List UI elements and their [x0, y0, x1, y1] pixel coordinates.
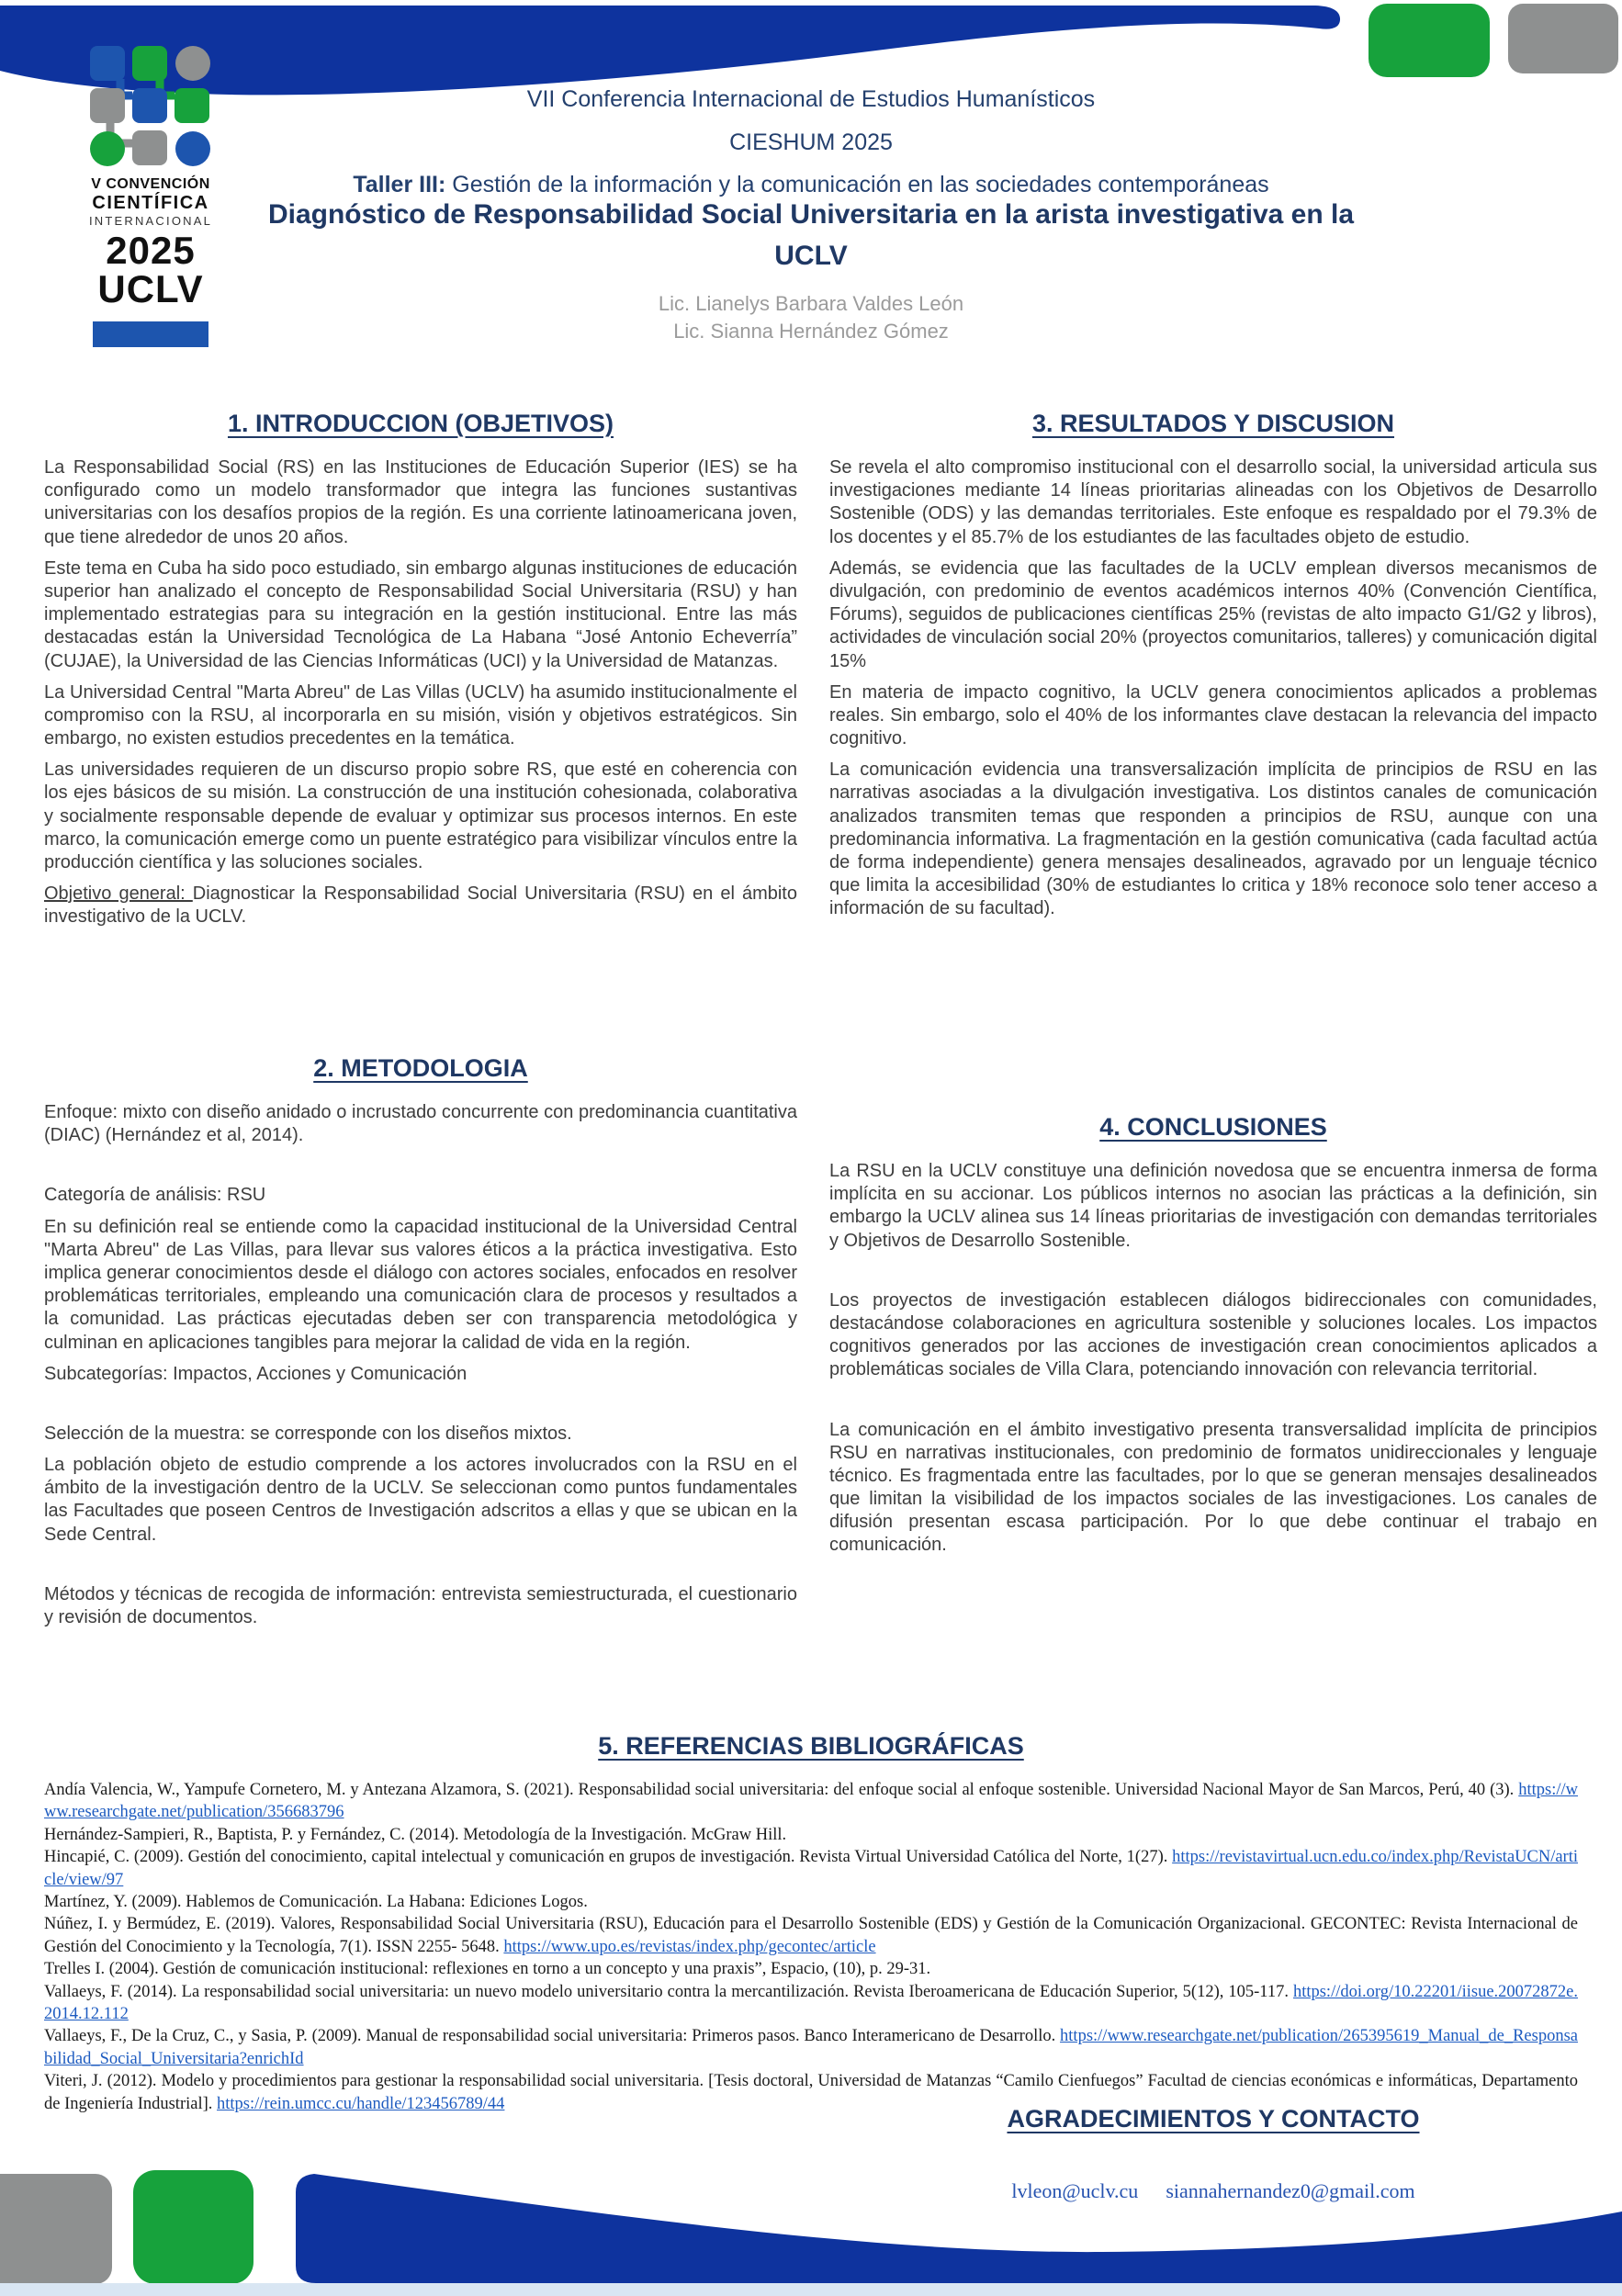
- poster-title-line1: Diagnóstico de Responsabilidad Social Universitaria en la arista investigativa en la: [267, 199, 1355, 230]
- author-1: Lic. Lianelys Barbara Valdes León: [658, 292, 964, 315]
- footer-gray-block-decoration: [0, 2174, 112, 2284]
- section-heading-metodologia: 2. METODOLOGIA: [313, 1054, 528, 1082]
- paragraph: Además, se evidencia que las facultades de la UCLV emplean diversos mecanismos de divulgación, con predominio de eventos académicos internos 40% (Convención Científica, Fórums), seguidos de publicaciones científicas 25% (revistas de alto impacto G1/G2 y libros), actividades de vinculación social 20% (proyectos comunitarios, talleres) y comunicación digital 15%: [829, 557, 1597, 671]
- reference-entry: Vallaeys, F. (2014). La responsabilidad social universitaria: un nuevo modelo universitario contra la mercantilización. Revista Iberoamericana de Educación Superior, 5(12), 105-117. https://doi.org/10.22201/iisue.20072872e.2014.12.112: [44, 1982, 1578, 2024]
- reference-link[interactable]: https://www.researchgate.net/publication/265395619_Manual_de_Responsabilidad_Social_Universitaria?enrichId: [44, 2027, 1578, 2068]
- workshop-text: Gestión de la información y la comunicación en las sociedades contemporáneas: [445, 172, 1269, 197]
- paragraph: Objetivo general: Diagnosticar la Responsabilidad Social Universitaria (RSU) en el ámbito investigativo de la UCLV.: [44, 884, 797, 928]
- paragraph: Métodos y técnicas de recogida de información: entrevista semiestructurada, el cuestionario y revisión de documentos.: [44, 1583, 797, 1627]
- paragraph: En su definición real se entiende como la capacidad institucional de la Universidad Central "Marta Abreu" de Las Villas, para llevar sus valores éticos a la práctica investigativa. Esto implica generar conocimientos desde el diálogo con actores sociales, enfocados en resolver problemáticas territoriales, empleando una comunicación clara de procesos y resultados a la comunidad. Las prácticas ejecutadas deben ser con transparencia metodológica y culminan en aplicaciones tangibles para mejorar la calidad de vida en la región.: [44, 1216, 797, 1353]
- paragraph: Los proyectos de investigación establecen diálogos bidireccionales con comunidades, destacándose colaboraciones en agricultura sostenible y soluciones locales. Los impactos cognitivos generados por las acciones de investigación crean conocimientos aplicados a problemáticas sociales de Villa Clara, potenciando innovación con relevancia territorial.: [829, 1289, 1597, 1380]
- workshop-line: [0, 172, 1622, 198]
- introduccion-body: [44, 456, 797, 929]
- reference-entry: Andía Valencia, W., Yampufe Cornetero, M. y Antezana Alzamora, S. (2021). Responsabilidad social universitaria: del enfoque social al enfoque sostenible. Universidad Nacional Mayor de San Marcos, Perú, 40 (3). https://www.researchgate.net/publication/356683796: [44, 1781, 1578, 1822]
- section-heading-resultados: 3. RESULTADOS Y DISCUSION: [1031, 410, 1395, 437]
- contact-email-2: siannahernandez0@gmail.com: [1166, 2179, 1415, 2202]
- paragraph: Se revela el alto compromiso institucional con el desarrollo social, la universidad articula sus investigaciones mediante 14 líneas prioritarias alineadas con los Objetivos de Desarrollo Sostenible (ODS) y las demandas territoriales. Este enfoque es respaldado por el 79.3% de los docentes y el 85.7% de los estudiantes de las facultades objeto de estudio.: [829, 457, 1597, 547]
- section-resultados: [829, 410, 1597, 929]
- section-introduccion: [44, 410, 797, 938]
- paragraph: Selección de la muestra: se corresponde con los diseños mixtos.: [44, 1423, 572, 1444]
- logo-blue-bar: [93, 321, 208, 347]
- paragraph: Subcategorías: Impactos, Acciones y Comunicación: [44, 1363, 467, 1384]
- logo-text-internacional: INTERNACIONAL: [88, 214, 213, 228]
- section-contacto: [829, 2105, 1597, 2203]
- section-heading-referencias: 5. REFERENCIAS BIBLIOGRÁFICAS: [598, 1732, 1024, 1760]
- logo-text-convencion: V CONVENCIÓN: [91, 176, 210, 192]
- paragraph: La comunicación en el ámbito investigativo presenta transversalidad implícita de principios RSU en narrativas institucionales, con predominio de formatos unidireccionales y lenguaje técnico. Es fragmentada entre las facultades, por lo que se generan mensajes desalineados que limitan la visibilidad de los impactos sociales de las investigaciones. Los canales de difusión presentan escasa participación. Por lo que debe continuar el trabajo en comunicación.: [829, 1419, 1597, 1556]
- section-heading-conclusiones: 4. CONCLUSIONES: [1099, 1113, 1327, 1141]
- reference-link[interactable]: https://www.upo.es/revistas/index.php/gecontec/article: [503, 1937, 876, 1956]
- paragraph: En materia de impacto cognitivo, la UCLV genera conocimientos aplicados a problemas reales. Sin embargo, solo el 40% de los informantes clave destacan la relevancia del impacto cognitivo.: [829, 681, 1597, 749]
- reference-entry: Trelles I. (2004). Gestión de comunicación institucional: reflexiones en torno a un concepto y una praxis”, Espacio, (10), p. 29-31.: [44, 1960, 931, 1979]
- poster-title-line2: UCLV: [774, 241, 848, 271]
- reference-entry: Hincapié, C. (2009). Gestión del conocimiento, capital intelectual y comunicación en grupos de investigación. Revista Virtual Universidad Católica del Norte, 1(27). https://revistavirtual.ucn.edu.co/index.php/RevistaUCN/article/view/97: [44, 1848, 1578, 1889]
- paragraph: Este tema en Cuba ha sido poco estudiado, sin embargo algunas instituciones de educación superior han analizado el concepto de Responsabilidad Social Universitaria (RSU) y han implementado estrategias para su integración en la gestión institucional. Entre las más destacadas están la Universidad Tecnológica de La Habana “José Antonio Echeverría” (CUJAE), la Universidad de las Ciencias Informáticas (UCI) y la Universidad de Matanzas.: [44, 557, 797, 671]
- section-conclusiones: [829, 1113, 1597, 1566]
- paragraph: La Universidad Central "Marta Abreu" de Las Villas (UCLV) ha asumido institucionalmente el compromiso con la RSU, al incorporarla en su misión, visión y objetivos estratégicos. Sin embargo, no existen estudios precedentes en la temática.: [44, 681, 797, 749]
- reference-entry: Núñez, I. y Bermúdez, E. (2019). Valores, Responsabilidad Social Universitaria (RSU), Educación para el Desarrollo Sostenible (EDS) y Gestión de la Comunicación Organizacional. GECONTEC: Revista Internacional de Gestión del Conocimiento y la Tecnología, 7(1). ISSN 2255- 5648. https://www.upo.es/revistas/index.php/gecontec/article: [44, 1915, 1578, 1956]
- conference-title: VII Conferencia Internacional de Estudios Humanísticos: [526, 86, 1096, 112]
- header-green-block-decoration: [1369, 4, 1490, 77]
- reference-entry: Viteri, J. (2012). Modelo y procedimientos para gestionar la responsabilidad social universitaria. [Tesis doctoral, Universidad de Matanzas “Camilo Cienfuegos” Facultad de ciencias económicas e informáticas, Departamento de Ingeniería Industrial]. https://rein.umcc.cu/handle/123456789/44: [44, 2072, 1578, 2113]
- objective-label: Objetivo general:: [44, 884, 193, 905]
- footer-green-block-decoration: [133, 2170, 253, 2284]
- paragraph: Categoría de análisis: RSU: [44, 1185, 266, 1206]
- header-gray-block-decoration: [1508, 4, 1618, 73]
- metodologia-body: [44, 1101, 797, 1629]
- conclusiones-body: [829, 1160, 1597, 1558]
- reference-entry: Martínez, Y. (2009). Hablemos de Comunicación. La Habana: Ediciones Logos.: [44, 1893, 588, 1912]
- paragraph: La Responsabilidad Social (RS) en las Instituciones de Educación Superior (IES) se ha configurado como un modelo transformador que integra las funciones sustantivas universitarias con los desafíos propios de la región. Es una corriente latinoamericana joven, que tiene alrededor de unos 20 años.: [44, 457, 797, 547]
- paragraph: Las universidades requieren de un discurso propio sobre RS, que esté en coherencia con los ejes básicos de su misión. La construcción de una institución cohesionada, colaborativa y socialmente responsable depende de evaluar y optimizar sus procesos internos. En este marco, la comunicación emerge como un puente estratégico para visibilizar vínculos entre la producción científica y las soluciones sociales.: [44, 760, 797, 872]
- paragraph: La RSU en la UCLV constituye una definición novedosa que se encuentra inmersa de forma implícita en su accionar. Los públicos internos no asocian las prácticas a la definición, sin embargo la UCLV alinea sus 14 líneas prioritarias de investigación con demandas territoriales y Objetivos de Desarrollo Sostenible.: [829, 1161, 1597, 1251]
- paragraph: La comunicación evidencia una transversalización implícita de principios de RSU en las narrativas asociadas a la divulgación investigativa. Los distintos canales de comunicación analizados transmiten temas que responden a principios de RSU, aunque con una predominancia informativa. La fragmentación en la gestión comunicativa (cada facultad actúa de forma independiente) genera mensajes desalineados, agravado por un lenguaje técnico que limita la accesibilidad (30% de estudiantes lo critica y 18% reconoce solo tener acceso a información de su facultad).: [829, 760, 1597, 919]
- references-list: [44, 1779, 1578, 2115]
- contact-emails: [829, 2179, 1597, 2203]
- author-2: Lic. Sianna Hernández Gómez: [673, 320, 949, 343]
- reference-link[interactable]: https://rein.umcc.cu/handle/123456789/44: [217, 2094, 505, 2113]
- logo-text-cientifica: CIENTÍFICA: [92, 193, 209, 213]
- section-metodologia: [44, 1054, 797, 1638]
- logo-blocks-icon: [90, 46, 211, 167]
- reference-entry: Hernández-Sampieri, R., Baptista, P. y Fernández, C. (2014). Metodología de la Investigación. McGraw Hill.: [44, 1825, 787, 1844]
- section-heading-introduccion: 1. INTRODUCCION (OBJETIVOS): [227, 410, 614, 437]
- logo-text-uclv: UCLV: [97, 267, 204, 310]
- section-heading-contacto: AGRADECIMIENTOS Y CONTACTO: [1007, 2105, 1420, 2133]
- resultados-body: [829, 456, 1597, 921]
- uclv-convention-logo: [81, 46, 220, 347]
- footer-bottom-strip: [0, 2283, 1622, 2296]
- logo-text-year: 2025: [106, 229, 196, 272]
- reference-entry: Vallaeys, F., De la Cruz, C., y Sasia, P. (2009). Manual de responsabilidad social universitaria: Primeros pasos. Banco Interamericano de Desarrollo. https://www.researchgate.net/publication/265395619_Manual_de_Responsabilidad_Social_Universitaria?enrichId: [44, 2027, 1578, 2068]
- conference-acronym: CIESHUM 2025: [729, 129, 893, 155]
- reference-link[interactable]: https://doi.org/10.22201/iisue.20072872e.2014.12.112: [44, 1982, 1578, 2024]
- reference-link[interactable]: https://www.researchgate.net/publication/356683796: [44, 1781, 1578, 1822]
- paragraph: Enfoque: mixto con diseño anidado o incrustado concurrente con predominancia cuantitativa (DIAC) (Hernández et al, 2014).: [44, 1102, 797, 1146]
- section-referencias: [44, 1732, 1578, 2115]
- reference-link[interactable]: https://revistavirtual.ucn.edu.co/index.php/RevistaUCN/article/view/97: [44, 1848, 1578, 1889]
- contact-email-1: lvleon@uclv.cu: [1011, 2179, 1139, 2202]
- workshop-label: Taller III:: [353, 172, 446, 197]
- paragraph: La población objeto de estudio comprende a los actores involucrados con la RSU en el ámbito de la investigación dentro de la UCLV. Se seleccionan como puntos fundamentales las Facultades que poseen Centros de Investigación adscritos a ellas y que se ubican en la Sede Central.: [44, 1455, 797, 1545]
